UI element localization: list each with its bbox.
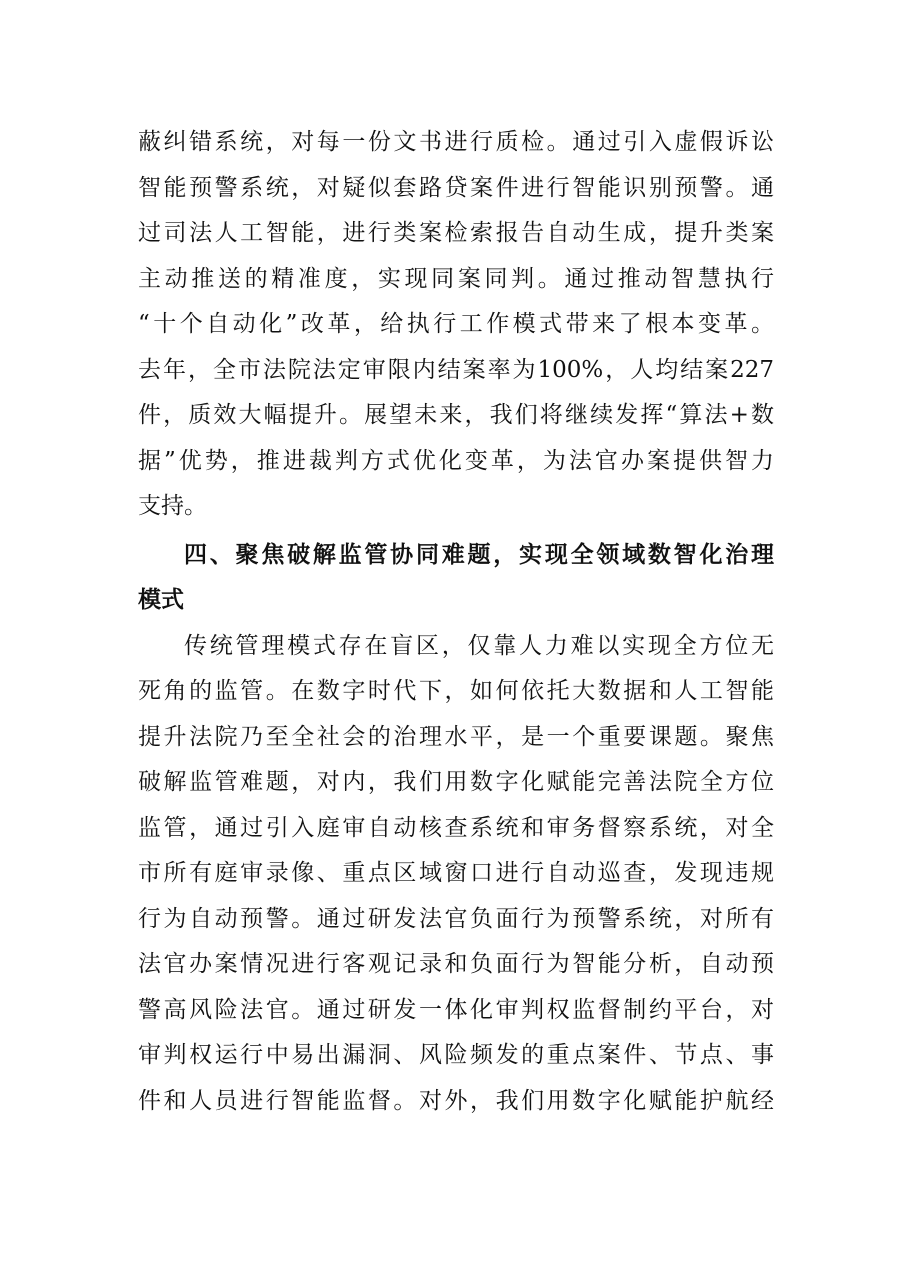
paragraph-line: 件和人员进行智能监督。对外，我们用数字化赋能护航经 (138, 1087, 774, 1114)
paragraph-line: 传统管理模式存在盲区，仅靠人力难以实现全方位无 (184, 632, 774, 659)
paragraph-line: 据”优势，推进裁判方式优化变革，为法官办案提供智力 (138, 447, 774, 474)
heading-line: 模式 (138, 587, 184, 613)
paragraph-line: 蔽纠错系统，对每一份文书进行质检。通过引入虚假诉讼 (138, 129, 774, 155)
paragraph-line: 支持。 (138, 493, 207, 519)
heading-line: 四、聚焦破解监管协同难题，实现全领域数智化治理 (184, 541, 774, 568)
paragraph-line: 死角的监管。在数字时代下，如何依托大数据和人工智能 (138, 678, 774, 704)
paragraph-line: 警高风险法官。通过研发一体化审判权监督制约平台，对 (138, 996, 774, 1023)
paragraph-line: 提升法院乃至全社会的治理水平，是一个重要课题。聚焦 (138, 723, 774, 750)
paragraph-line: 智能预警系统，对疑似套路贷案件进行智能识别预警。通 (138, 174, 774, 201)
paragraph-line: 行为自动预警。通过研发法官负面行为预警系统，对所有 (138, 905, 774, 932)
paragraph-line: 过司法人工智能，进行类案检索报告自动生成，提升类案 (138, 220, 774, 246)
paragraph-line: 破解监管难题，对内，我们用数字化赋能完善法院全方位 (138, 769, 774, 795)
paragraph-line: 监管，通过引入庭审自动核查系统和审务督察系统，对全 (138, 814, 774, 841)
body-paragraph-1 (138, 120, 774, 530)
body-paragraph-2 (138, 624, 774, 1125)
paragraph-line: 主动推送的精准度，实现同案同判。通过推动智慧执行 (138, 265, 774, 292)
section-heading-4 (138, 533, 774, 624)
paragraph-line: 件，质效大幅提升。展望未来，我们将继续发挥“算法+数 (138, 402, 774, 428)
paragraph-line: 审判权运行中易出漏洞、风险频发的重点案件、节点、事 (138, 1042, 774, 1068)
document-body (138, 120, 774, 1124)
paragraph-line: “十个自动化”改革，给执行工作模式带来了根本变革。 (138, 311, 774, 337)
paragraph-line: 市所有庭审录像、重点区域窗口进行自动巡查，发现违规 (138, 860, 774, 886)
paragraph-line: 去年，全市法院法定审限内结案率为100%，人均结案227 (138, 356, 774, 383)
paragraph-line: 法官办案情况进行客观记录和负面行为智能分析，自动预 (138, 951, 774, 977)
